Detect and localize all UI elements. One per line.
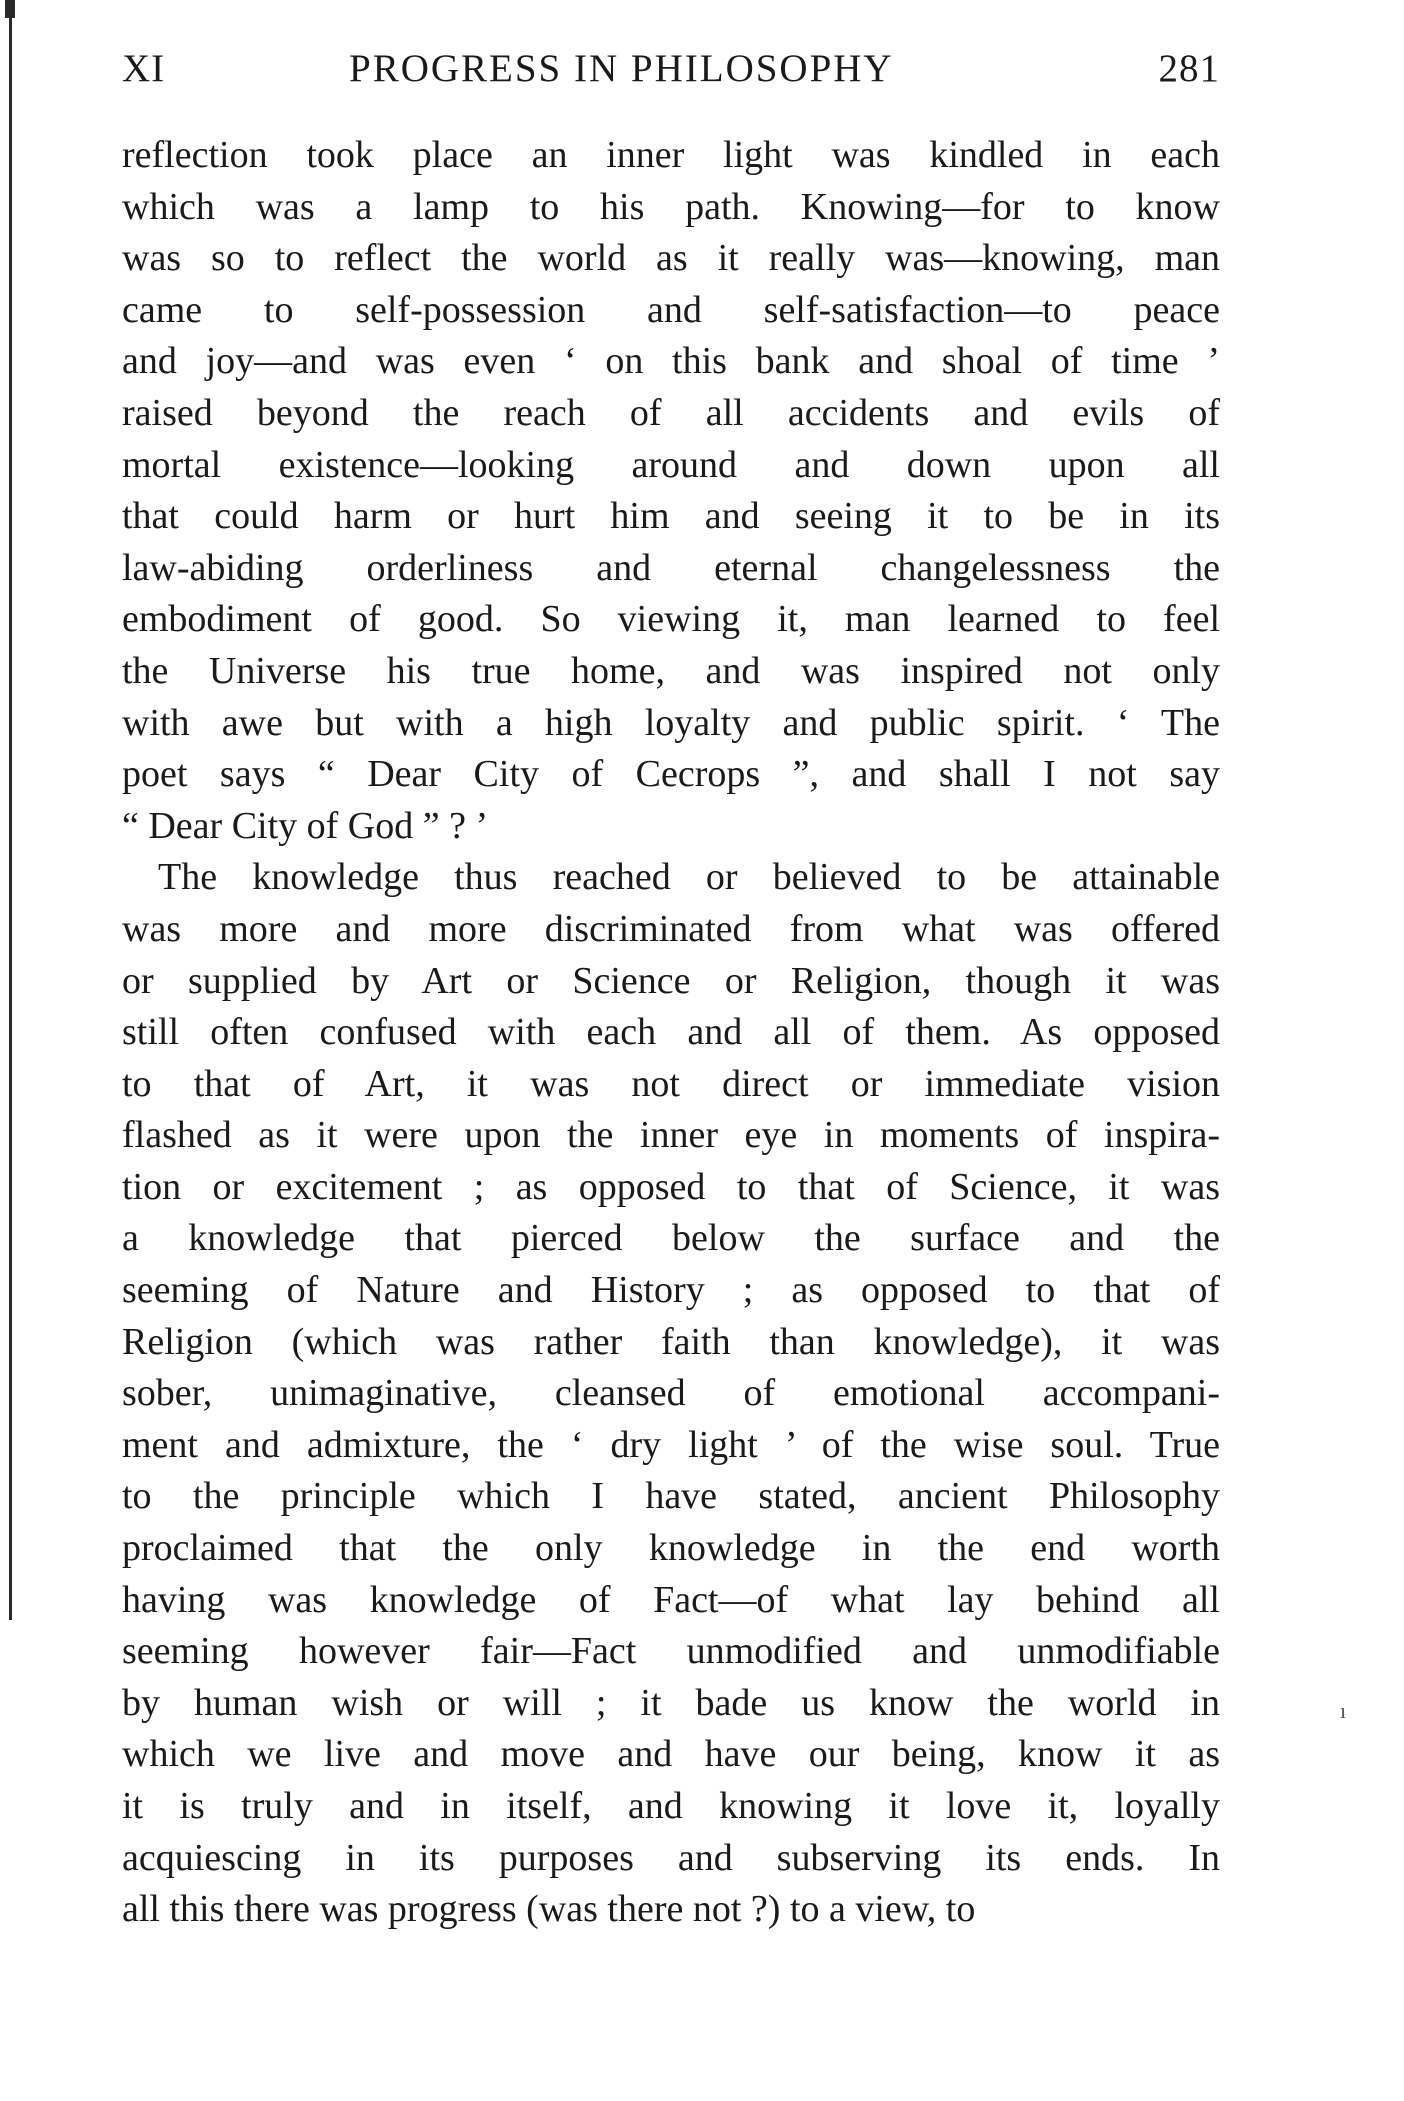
text-line: Religion (which was rather faith than knowledge), it was bbox=[122, 1320, 1220, 1363]
page-edge-rule bbox=[9, 0, 12, 1620]
text-line: or supplied by Art or Science or Religion, though it was bbox=[122, 959, 1220, 1002]
text-line: a knowledge that pierced below the surface and the bbox=[122, 1217, 1220, 1260]
text-line: raised beyond the reach of all accidents and evils of bbox=[122, 391, 1220, 434]
text-line: that could harm or hurt him and seeing it to be in its bbox=[122, 495, 1220, 538]
text-line: with awe but with a high loyalty and public spirit. ‘ The bbox=[122, 701, 1220, 744]
text-line: to the principle which I have stated, ancient Philosophy bbox=[122, 1475, 1220, 1518]
text-line: to that of Art, it was not direct or immediate vision bbox=[122, 1062, 1220, 1105]
text-line: was so to reflect the world as it really was—knowing, man bbox=[122, 237, 1220, 280]
text-line: The knowledge thus reached or believed to be attainable bbox=[158, 856, 1220, 899]
text-line: embodiment of good. So viewing it, man learned to feel bbox=[122, 598, 1220, 641]
running-title: PROGRESS IN PHILOSOPHY bbox=[349, 47, 894, 90]
body-text bbox=[122, 130, 1220, 1936]
text-line: “ Dear City of God ” ? ’ bbox=[122, 804, 489, 847]
text-line: law-abiding orderliness and eternal changelessness the bbox=[122, 546, 1220, 589]
text-line: seeming of Nature and History ; as opposed to that of bbox=[122, 1269, 1220, 1312]
running-header bbox=[122, 38, 1220, 98]
text-line: which was a lamp to his path. Knowing—for to know bbox=[122, 185, 1220, 228]
text-line: tion or excitement ; as opposed to that of Science, it was bbox=[122, 1165, 1220, 1208]
chapter-number: XI bbox=[122, 47, 166, 90]
text-line: the Universe his true home, and was inspired not only bbox=[122, 649, 1220, 692]
text-line: proclaimed that the only knowledge in the end worth bbox=[122, 1527, 1220, 1570]
text-line: having was knowledge of Fact—of what lay behind all bbox=[122, 1578, 1220, 1621]
page-edge-tick bbox=[5, 0, 15, 18]
text-line: which we live and move and have our being, know it as bbox=[122, 1733, 1220, 1776]
text-line: and joy—and was even ‘ on this bank and shoal of time ’ bbox=[122, 340, 1220, 383]
text-line: all this there was progress (was there not ?) to a view, to bbox=[122, 1888, 976, 1931]
text-line: came to self-possession and self-satisfaction—to peace bbox=[122, 288, 1220, 331]
margin-mark: ı bbox=[1340, 1698, 1347, 1723]
text-line: acquiescing in its purposes and subserving its ends. In bbox=[122, 1836, 1220, 1879]
text-line: seeming however fair—Fact unmodified and unmodifiable bbox=[122, 1630, 1220, 1673]
text-line: ment and admixture, the ‘ dry light ’ of the wise soul. True bbox=[122, 1423, 1220, 1466]
text-line: still often confused with each and all of them. As opposed bbox=[122, 1011, 1220, 1054]
text-line: poet says “ Dear City of Cecrops ”, and shall I not say bbox=[122, 753, 1220, 796]
text-line: mortal existence—looking around and down upon all bbox=[122, 443, 1220, 486]
text-line: it is truly and in itself, and knowing it love it, loyally bbox=[122, 1785, 1220, 1827]
page-number: 281 bbox=[1158, 47, 1220, 90]
text-line: was more and more discriminated from what was offered bbox=[122, 907, 1220, 950]
text-line: reflection took place an inner light was kindled in each bbox=[122, 134, 1220, 176]
text-line: flashed as it were upon the inner eye in moments of inspira- bbox=[122, 1114, 1220, 1157]
text-line: by human wish or will ; it bade us know the world in bbox=[122, 1681, 1220, 1724]
text-line: sober, unimaginative, cleansed of emotional accompani- bbox=[122, 1372, 1220, 1415]
